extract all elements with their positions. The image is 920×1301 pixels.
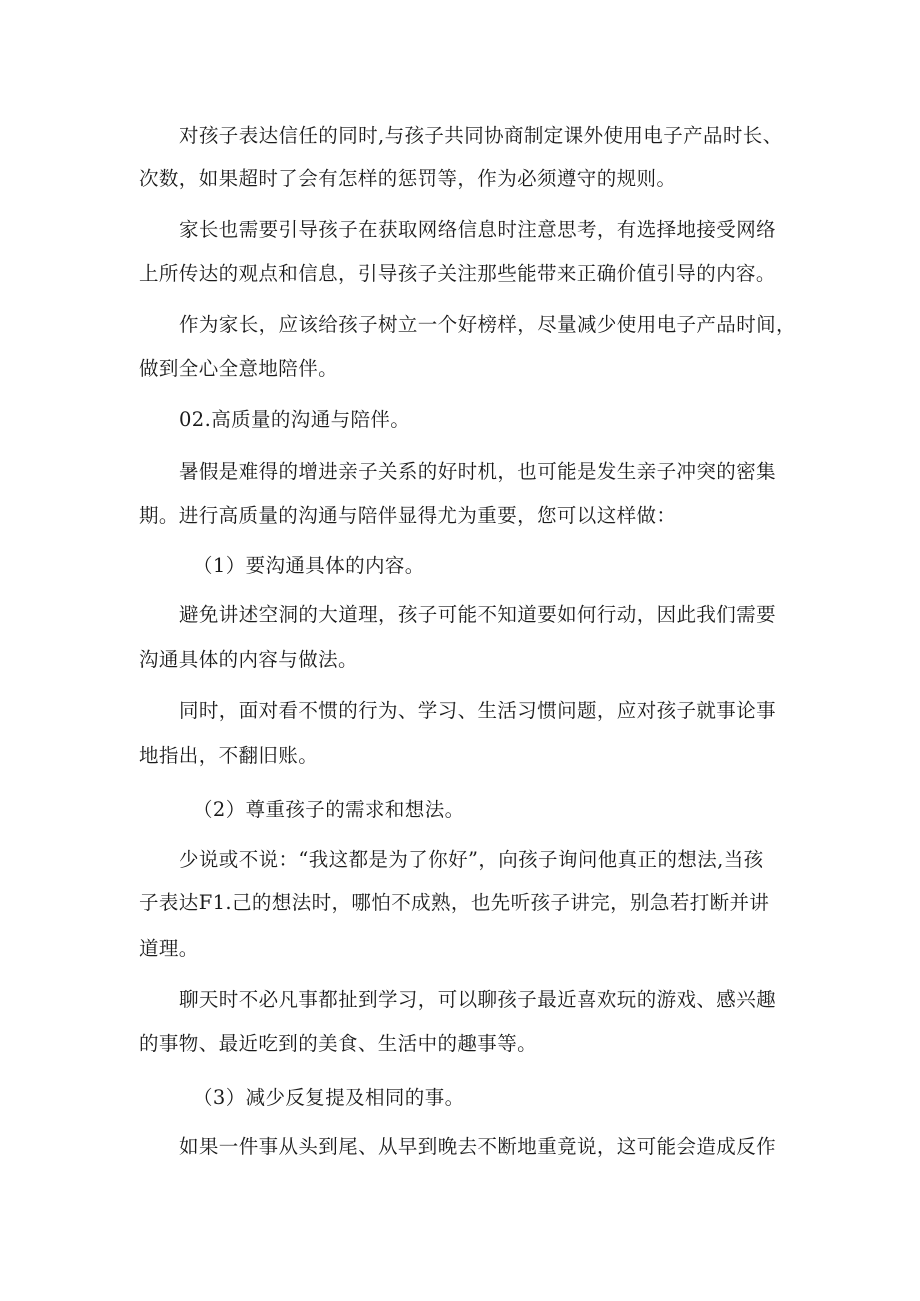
paragraph-13-line-1: 如果一件事从头到尾、从早到晚去不断地重竟说，这可能会造成反作: [179, 1135, 777, 1158]
paragraph-1-line-1: 对孩子表达信任的同时,与孩子共同协商制定课外使用电子产品时长、: [179, 124, 783, 147]
paragraph-11-line-2: 的事物、最近吃到的美食、生活中的趣事等。: [139, 1032, 538, 1055]
paragraph-2-line-2: 上所传达的观点和信息，引导孩子关注那些能带来正确价值引导的内容。: [139, 262, 776, 285]
paragraph-1-line-2: 次数，如果超时了会有怎样的惩罚等，作为必须遵守的规则。: [139, 167, 677, 190]
paragraph-10-line-1: 少说或不说：“我这都是为了你好”，向孩子询问他真正的想法,当孩: [179, 848, 764, 871]
subheading-3: （3）减少反复提及相同的事。: [193, 1086, 465, 1109]
paragraph-2-line-1: 家长也需要引导孩子在获取网络信息时注意思考，有选择地接受网络: [179, 218, 777, 241]
paragraph-3-line-2: 做到全心全意地陪伴。: [139, 357, 339, 380]
paragraph-10-line-3: 道理。: [139, 937, 199, 960]
paragraph-8-line-1: 同时，面对看不惯的行为、学习、生活习惯问题，应对孩子就事论事: [179, 699, 777, 722]
paragraph-5-line-2: 期。进行高质量的沟通与陪伴显得尤为重要，您可以这样做：: [139, 504, 677, 527]
paragraph-10-line-2: 子表达F1.己的想法时，哪怕不成熟，也先听孩子讲完，别急若打断并讲: [139, 891, 770, 914]
subheading-2: （2）尊重孩子的需求和想法。: [193, 798, 465, 821]
paragraph-3-line-1: 作为家长，应该给孩子树立一个好榜样，尽量减少使用电子产品时间，: [179, 313, 796, 336]
section-heading-02: 02.高质量的沟通与陪伴。: [179, 408, 411, 431]
paragraph-5-line-1: 暑假是难得的增进亲子关系的好时机，也可能是发生亲子冲突的密集: [179, 460, 777, 483]
paragraph-7-line-2: 沟通具体的内容与做法。: [139, 648, 358, 671]
paragraph-8-line-2: 地指出，不翻旧账。: [139, 744, 319, 767]
subheading-1: （1）要沟通具体的内容。: [193, 554, 425, 577]
paragraph-7-line-1: 避免讲述空洞的大道理，孩子可能不知道要如何行动，因此我们需要: [179, 603, 777, 626]
paragraph-11-line-1: 聊天时不必凡事都扯到学习，可以聊孩子最近喜欢玩的游戏、感兴趣: [179, 988, 777, 1011]
